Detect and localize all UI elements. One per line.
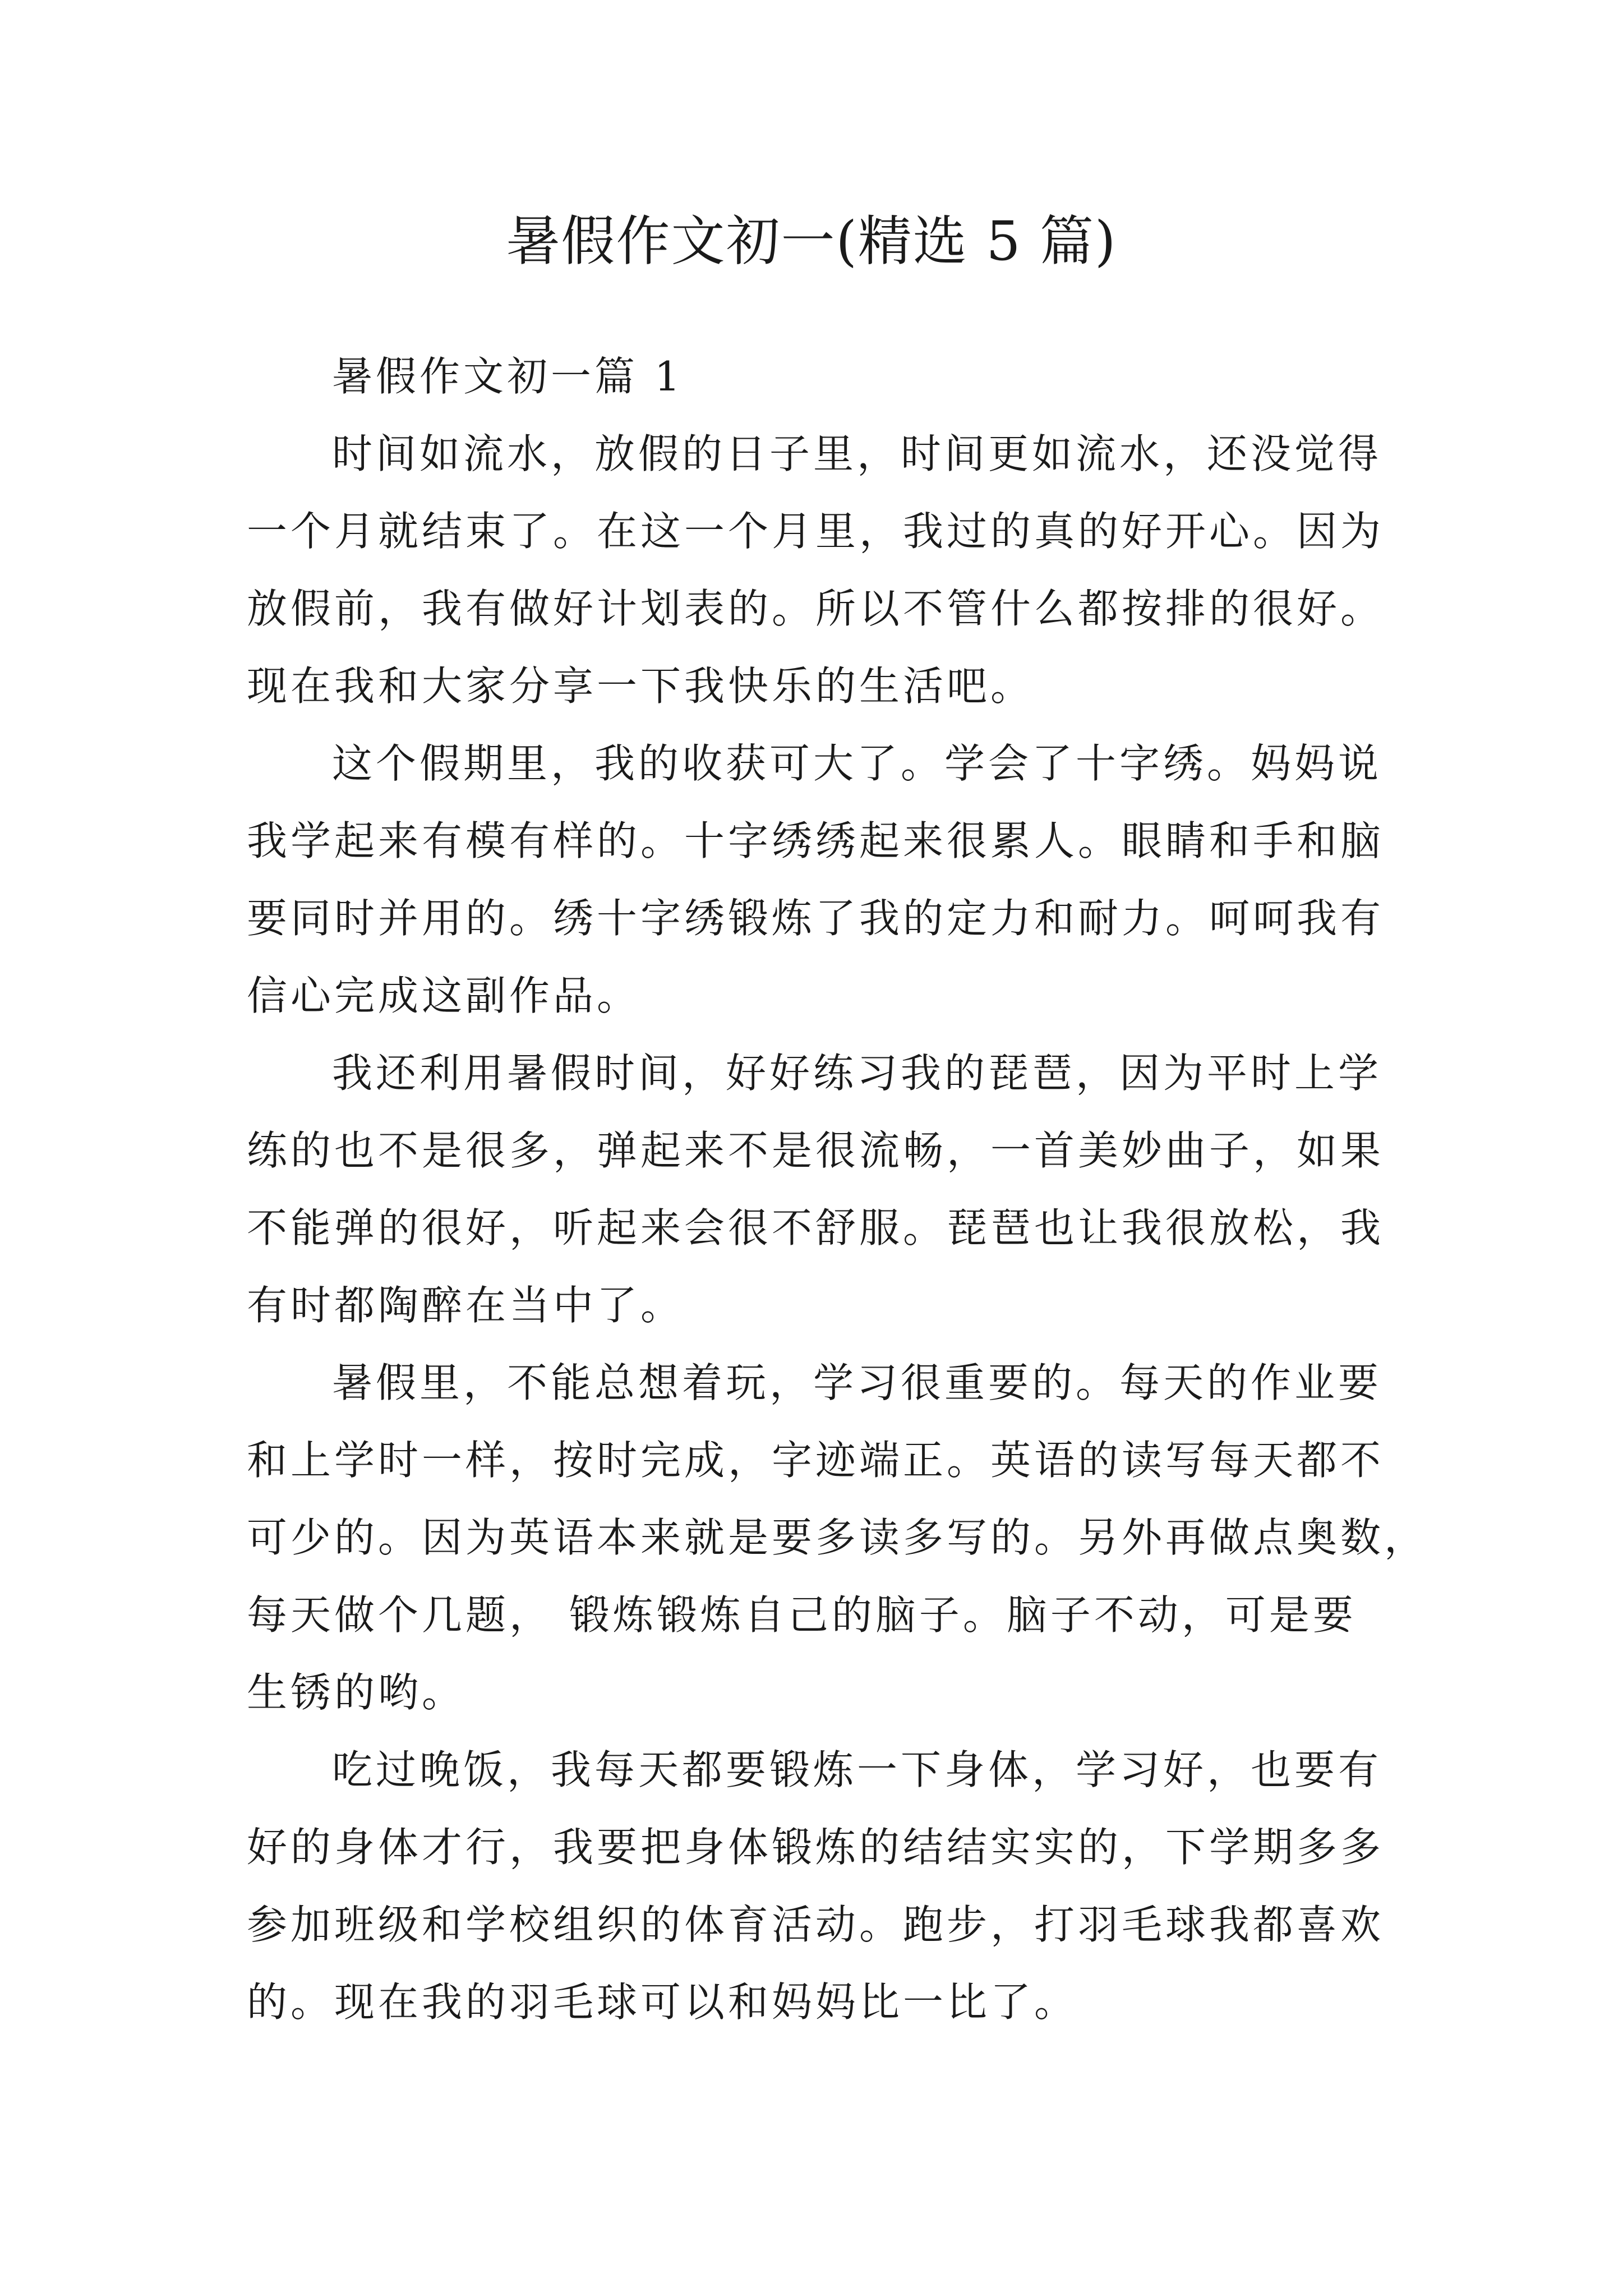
paragraph-line: 每天做个几题， 锻炼锻炼自己的脑子。脑子不动，可是要: [247, 1591, 1357, 1639]
paragraph-line: 吃过晚饭，我每天都要锻炼一下身体，学习好，也要有: [332, 1746, 1382, 1793]
paragraph-line: 练的也不是很多，弹起来不是很流畅，一首美妙曲子，如果: [247, 1127, 1385, 1174]
paragraph-line: 不能弹的很好，听起来会很不舒服。琵琶也让我很放松，我: [247, 1204, 1385, 1251]
paragraph-3: [247, 1034, 1391, 1344]
document-title: 暑假作文初一(精选 5 篇): [506, 210, 1117, 273]
paragraph-line: 这个假期里，我的收获可大了。学会了十字绣。妈妈说: [332, 740, 1382, 787]
paragraph-line: 要同时并用的。绣十字绣锻炼了我的定力和耐力。呵呵我有: [247, 895, 1385, 942]
paragraph-line: 可少的。因为英语本来就是要多读多写的。另外再做点奥数，: [247, 1514, 1428, 1561]
paragraph-5: [247, 1731, 1391, 2041]
paragraph-line: 和上学时一样，按时完成，字迹端正。英语的读写每天都不: [247, 1437, 1385, 1484]
document-body: [247, 338, 1428, 2041]
paragraph-line: 放假前，我有做好计划表的。所以不管什么都按排的很好。: [247, 585, 1385, 632]
paragraph-2: [247, 725, 1391, 1034]
paragraph-line: 有时都陶醉在当中了。: [247, 1282, 685, 1329]
paragraph-line: 生锈的哟。: [247, 1669, 466, 1716]
paragraph-line: 时间如流水，放假的日子里，时间更如流水，还没觉得: [332, 430, 1382, 477]
paragraph-line: 我学起来有模有样的。十字绣绣起来很累人。眼睛和手和脑: [247, 817, 1385, 864]
section-heading: 暑假作文初一篇 1: [332, 353, 684, 400]
paragraph-line: 现在我和大家分享一下我快乐的生活吧。: [247, 662, 1035, 710]
paragraph-line: 好的身体才行，我要把身体锻炼的结结实实的，下学期多多: [247, 1824, 1385, 1871]
paragraph-4: [247, 1344, 1428, 1731]
paragraph-line: 信心完成这副作品。: [247, 972, 641, 1019]
paragraph-1: [247, 415, 1391, 725]
paragraph-line: 我还利用暑假时间，好好练习我的琵琶，因为平时上学: [332, 1050, 1382, 1097]
paragraph-line: 一个月就结束了。在这一个月里，我过的真的好开心。因为: [247, 508, 1385, 555]
paragraph-line: 参加班级和学校组织的体育活动。跑步，打羽毛球我都喜欢: [247, 1901, 1385, 1948]
paragraph-line: 的。现在我的羽毛球可以和妈妈比一比了。: [247, 1978, 1078, 2026]
paragraph-line: 暑假里，不能总想着玩，学习很重要的。每天的作业要: [332, 1359, 1382, 1406]
